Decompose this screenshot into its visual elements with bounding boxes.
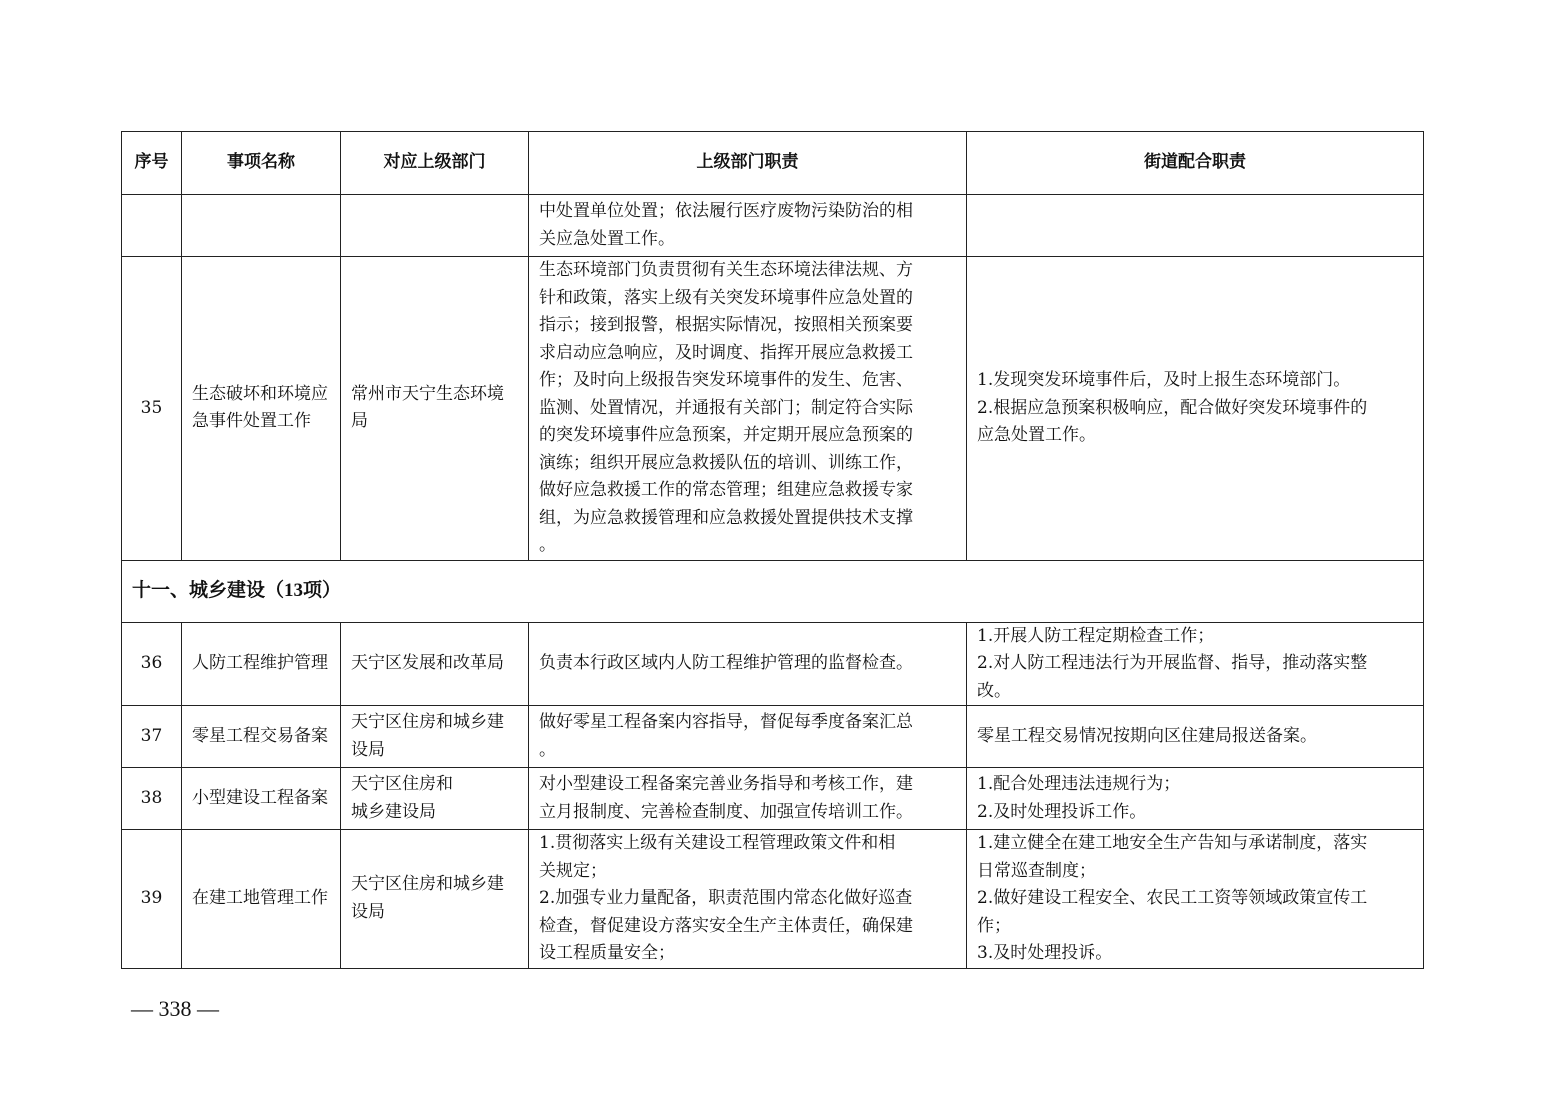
table-row [122, 257, 1424, 561]
street-duty-line: 2.对人防工程违法行为开展监督、指导，推动落实整 [977, 653, 1368, 673]
department-name: 天宁区发展和改革局 [341, 622, 529, 706]
header-name: 事项名称 [182, 132, 341, 195]
header-street-duty: 街道配合职责 [967, 132, 1424, 195]
upper-duty-line: 做好应急救援工作的常态管理；组建应急救援专家 [539, 480, 913, 500]
street-duty-line: 3.及时处理投诉。 [977, 943, 1113, 963]
upper-duty-line: 设工程质量安全； [539, 943, 675, 963]
upper-duty-line: 1.贯彻落实上级有关建设工程管理政策文件和相 [539, 833, 896, 853]
street-duty-line: 应急处置工作。 [977, 425, 1096, 445]
row-number [122, 195, 182, 257]
street-duty-line: 1.发现突发环境事件后，及时上报生态环境部门。 [977, 370, 1351, 390]
upper-duty-line: 演练；组织开展应急救援队伍的培训、训练工作， [539, 452, 913, 473]
item-name: 小型建设工程备案 [182, 768, 341, 830]
table-row [122, 622, 1424, 706]
department-name: 天宁区住房和城乡建设局 [341, 830, 529, 969]
header-upper-duty: 上级部门职责 [529, 132, 967, 195]
row-number: 39 [122, 830, 182, 969]
street-duty-line: 零星工程交易情况按期向区住建局报送备案。 [977, 725, 1317, 746]
upper-duty-line: 的突发环境事件应急预案，并定期开展应急预案的 [539, 425, 913, 445]
upper-duty-line: 检查，督促建设方落实安全生产主体责任，确保建 [539, 915, 913, 936]
upper-duty-line: 关规定； [539, 860, 607, 881]
upper-duty-line: 中处置单位处置；依法履行医疗废物污染防治的相 [539, 201, 913, 221]
section-title-text: 十一、城乡建设（ [132, 579, 285, 602]
upper-duty-line: 。 [539, 535, 556, 555]
upper-duty-line: 关应急处置工作。 [539, 228, 675, 249]
upper-duty-line: 监测、处置情况，并通报有关部门；制定符合实际 [539, 397, 913, 418]
upper-duty-line: 负责本行政区域内人防工程维护管理的监督检查。 [539, 653, 913, 673]
street-duty-cell [967, 830, 1424, 969]
upper-duty-line: 2.加强专业力量配备，职责范围内常态化做好巡查 [539, 888, 913, 908]
row-number: 36 [122, 622, 182, 706]
upper-duty-line: 。 [539, 739, 556, 760]
table-row [122, 706, 1424, 768]
street-duty-line: 2.根据应急预案积极响应，配合做好突发环境事件的 [977, 397, 1368, 418]
street-duty-cell [967, 195, 1424, 257]
upper-duty-line: 立月报制度、完善检查制度、加强宣传培训工作。 [539, 801, 913, 822]
upper-duty-cell [529, 195, 967, 257]
department-name: 天宁区住房和城乡建设局 [341, 706, 529, 768]
section-row [122, 560, 1424, 622]
table-header-row [122, 132, 1424, 195]
street-duty-cell [967, 257, 1424, 561]
table-row [122, 195, 1424, 257]
table-row [122, 768, 1424, 830]
item-name: 零星工程交易备案 [182, 706, 341, 768]
upper-duty-line: 指示；接到报警，根据实际情况，按照相关预案要 [539, 315, 913, 335]
section-title-tail: 项） [303, 579, 342, 602]
street-duty-line: 1.开展人防工程定期检查工作； [977, 625, 1215, 646]
section-title [122, 560, 1424, 622]
row-number: 38 [122, 768, 182, 830]
upper-duty-line: 对小型建设工程备案完善业务指导和考核工作，建 [539, 774, 913, 794]
upper-duty-cell [529, 622, 967, 706]
upper-duty-line: 作；及时向上级报告突发环境事件的发生、危害、 [539, 370, 913, 390]
page-number: — 338 — [131, 996, 219, 1021]
duties-table [121, 131, 1424, 969]
upper-duty-line: 做好零星工程备案内容指导，督促每季度备案汇总 [539, 712, 913, 732]
street-duty-line: 改。 [977, 680, 1011, 701]
upper-duty-cell [529, 706, 967, 768]
department-line: 城乡建设局 [351, 801, 436, 822]
street-duty-line: 2.及时处理投诉工作。 [977, 801, 1147, 822]
street-duty-cell [967, 622, 1424, 706]
upper-duty-cell [529, 768, 967, 830]
department-name [341, 195, 529, 257]
upper-duty-line: 组，为应急救援管理和应急救援处置提供技术支撑 [539, 507, 913, 528]
street-duty-cell [967, 706, 1424, 768]
upper-duty-cell [529, 830, 967, 969]
street-duty-cell [967, 768, 1424, 830]
department-name: 常州市天宁生态环境局 [341, 257, 529, 561]
row-number: 37 [122, 706, 182, 768]
street-duty-line: 作； [977, 915, 1011, 936]
item-name: 人防工程维护管理 [182, 622, 341, 706]
street-duty-line: 1.建立健全在建工地安全生产告知与承诺制度，落实 [977, 833, 1368, 853]
item-name: 生态破坏和环境应急事件处置工作 [182, 257, 341, 561]
table-row [122, 830, 1424, 969]
header-dept: 对应上级部门 [341, 132, 529, 195]
row-number: 35 [122, 257, 182, 561]
street-duty-line: 1.配合处理违法违规行为； [977, 774, 1181, 794]
department-name [341, 768, 529, 830]
street-duty-line: 日常巡查制度； [977, 860, 1096, 881]
street-duty-line: 2.做好建设工程安全、农民工工资等领域政策宣传工 [977, 888, 1368, 908]
section-count: 13 [284, 580, 304, 602]
item-name [182, 195, 341, 257]
upper-duty-line: 生态环境部门负责贯彻有关生态环境法律法规、方 [539, 260, 913, 280]
upper-duty-line: 求启动应急响应，及时调度、指挥开展应急救援工 [539, 342, 913, 363]
header-no: 序号 [122, 132, 182, 195]
department-line: 天宁区住房和 [351, 774, 453, 794]
item-name: 在建工地管理工作 [182, 830, 341, 969]
upper-duty-line: 针和政策，落实上级有关突发环境事件应急处置的 [539, 287, 913, 308]
upper-duty-cell [529, 257, 967, 561]
